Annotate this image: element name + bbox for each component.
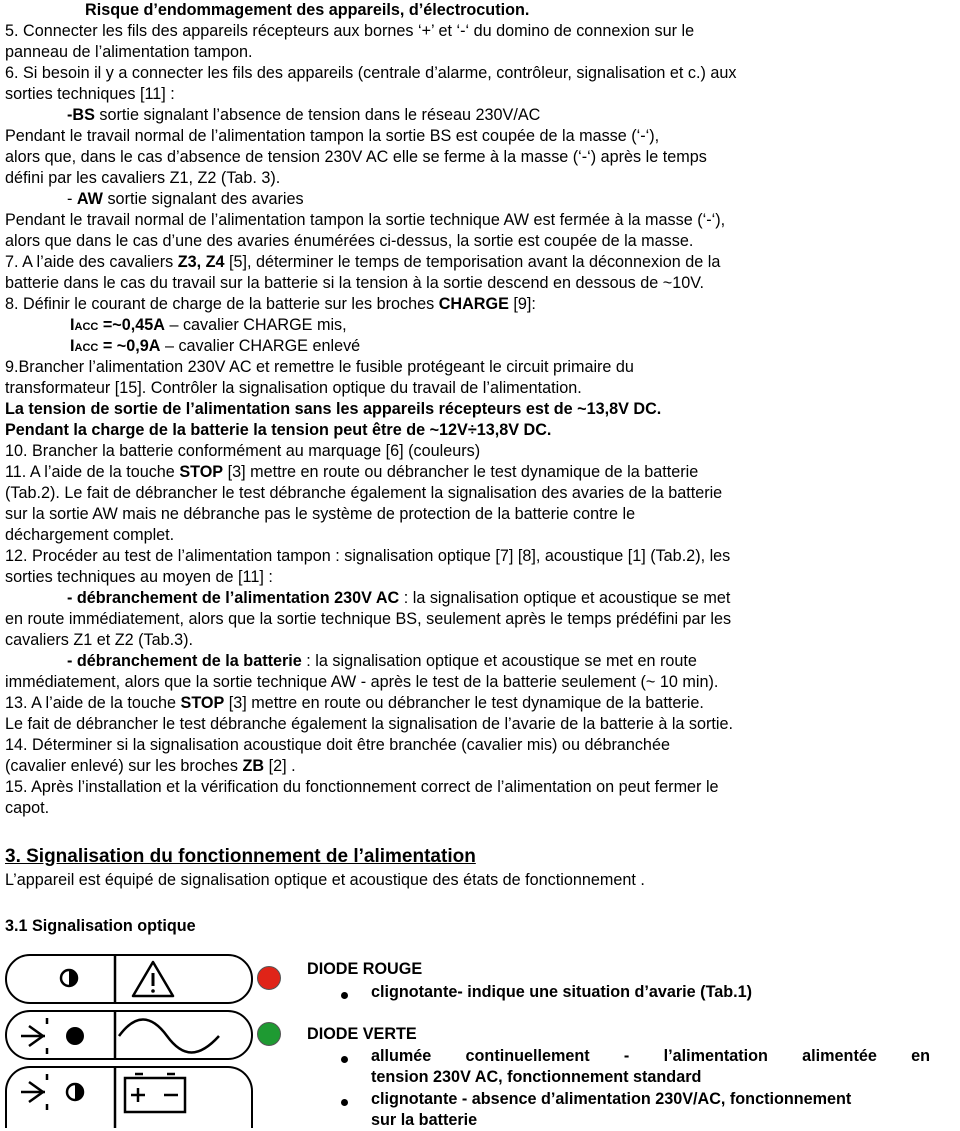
ac-disconnect-line	[67, 588, 730, 609]
iacc-desc-2: – cavalier CHARGE enlevé	[160, 337, 361, 355]
step-11-line-1	[5, 462, 698, 483]
step-7-line-1	[5, 252, 720, 273]
panel-row-fault	[5, 954, 253, 1004]
iacc-line-2	[70, 336, 360, 359]
panel-row-battery	[5, 1066, 253, 1128]
step-14-text-a: (cavalier enlevé) sur les broches	[5, 757, 243, 775]
red-diode-bullet-1: clignotante- indique une situation d’avarie (Tab.1)	[371, 983, 753, 1001]
green-diode-heading: DIODE VERTE	[307, 1025, 417, 1043]
charge-voltage-note: Pendant la charge de la batterie la tension peut être de ~12V÷13,8V DC.	[5, 421, 552, 439]
step-6-line-2: sorties techniques [11] :	[5, 85, 175, 103]
step-8-text-a: 8. Définir le courant de charge de la batterie sur les broches	[5, 295, 439, 313]
ac-disconnect-label: - débranchement de l’alimentation 230V AC	[67, 589, 400, 607]
step-8-charge: CHARGE	[438, 295, 509, 313]
green-diode-bullet-1-line-1: allumée continuellement - l’alimentation alimentée en	[371, 1047, 930, 1065]
bs-para-line-1: Pendant le travail normal de l’alimentation tampon la sortie BS est coupée de la masse (‘-‘),	[5, 127, 660, 145]
step-11-line-3: sur la sortie AW mais ne débranche pas le système de protection de la batterie contre le	[5, 505, 636, 523]
bullet-dot	[341, 1099, 348, 1106]
section-3-intro: L’appareil est équipé de signalisation optique et acoustique des états de fonctionnement .	[5, 871, 645, 889]
bs-output-line	[67, 105, 540, 126]
step-13-text-a: 13. A l’aide de la touche	[5, 694, 181, 712]
step-9-line-1: 9.Brancher l’alimentation 230V AC et remettre le fusible protégeant le circuit primaire du	[5, 358, 634, 376]
step-14-line-2	[5, 756, 296, 777]
half-circle-icon	[67, 1084, 83, 1100]
bs-para-line-3: défini par les cavaliers Z1, Z2 (Tab. 3).	[5, 169, 281, 187]
step-12-line-2: sorties techniques au moyen de [11] :	[5, 568, 273, 586]
aw-label: AW	[76, 190, 103, 208]
aw-para-line-1: Pendant le travail normal de l’alimentation tampon la sortie technique AW est fermée à la masse (‘-‘),	[5, 211, 726, 229]
bs-desc: sortie signalant l’absence de tension dans le réseau 230V/AC	[94, 106, 541, 124]
bullet-dot	[341, 1056, 348, 1063]
iacc-i-1: I	[70, 316, 75, 334]
bs-label: -BS	[67, 106, 95, 124]
arrow-into-box-icon	[21, 1074, 47, 1110]
half-circle-icon	[61, 970, 77, 986]
step-11-text-a: 11. A l’aide de la touche	[5, 463, 180, 481]
ac-disconnect-line-3: cavaliers Z1 et Z2 (Tab.3).	[5, 631, 194, 649]
red-diode-heading: DIODE ROUGE	[307, 960, 423, 978]
iacc-line-1	[70, 315, 347, 338]
green-diode-bullet-2-line-2: sur la batterie	[371, 1111, 478, 1129]
warning-line: Risque d’endommagement des appareils, d’électrocution.	[85, 1, 530, 19]
step-7-line-2: batterie dans le cas du travail sur la batterie si la tension à la sortie descend en dessous de ~10V.	[5, 274, 705, 292]
red-diode-led	[257, 966, 281, 990]
iacc-sub-1: ACC	[74, 321, 99, 333]
output-voltage-note: La tension de sortie de l’alimentation sans les appareils récepteurs est de ~13,8V DC.	[5, 400, 662, 418]
step-10-line: 10. Brancher la batterie conformément au marquage [6] (couleurs)	[5, 442, 481, 460]
step-14-line-1: 14. Déterminer si la signalisation acoustique doit être branchée (cavalier mis) ou débranchée	[5, 736, 670, 754]
step-14-zb: ZB	[242, 757, 265, 775]
battery-icon	[125, 1074, 185, 1112]
step-8-line	[5, 294, 536, 315]
step-5-line-2: panneau de l’alimentation tampon.	[5, 43, 253, 61]
sine-wave-icon	[119, 1020, 219, 1053]
battery-disconnect-line-2: immédiatement, alors que la sortie technique AW - après le test de la batterie seulement (~ 10 min).	[5, 673, 719, 691]
step-13-stop: STOP	[180, 694, 225, 712]
bullet-dot	[341, 992, 348, 999]
battery-disconnect-line	[67, 651, 697, 672]
iacc-i-2: I	[70, 337, 75, 355]
aw-para-line-2: alors que dans le cas d’une des avaries énumérées ci-dessus, la sortie est coupée de la masse.	[5, 232, 694, 250]
step-11-line-2: (Tab.2). Le fait de débrancher le test débranche également la signalisation des avaries de la batterie	[5, 484, 723, 502]
step-5-line-1: 5. Connecter les fils des appareils récepteurs aux bornes ‘+’ et ‘-‘ du domino de connexion sur le	[5, 22, 695, 40]
step-14-text-c: [2] .	[264, 757, 296, 775]
step-8-text-c: [9]:	[508, 295, 536, 313]
iacc-sub-2: ACC	[74, 342, 99, 354]
step-13-text-c: [3] mettre en route ou débrancher le test dynamique de la batterie.	[224, 694, 704, 712]
filled-circle-icon	[66, 1027, 84, 1045]
aw-desc: sortie signalant des avaries	[102, 190, 304, 208]
ac-disconnect-desc: : la signalisation optique et acoustique se met	[399, 589, 731, 607]
step-15-line-2: capot.	[5, 799, 50, 817]
step-13-line-2: Le fait de débrancher le test débranche également la signalisation de l’avarie de la batterie à la sortie.	[5, 715, 733, 733]
step-7-text-a: 7. A l’aide des cavaliers	[5, 253, 178, 271]
green-diode-bullet-2-line-1: clignotante - absence d’alimentation 230V/AC, fonctionnement	[371, 1090, 852, 1108]
ac-disconnect-line-2: en route immédiatement, alors que la sortie technique BS, seulement après le temps prédéfini par les	[5, 610, 732, 628]
green-diode-bullet-1-line-2: tension 230V AC, fonctionnement standard	[371, 1068, 702, 1086]
green-diode-led	[257, 1022, 281, 1046]
battery-disconnect-label: - débranchement de la batterie	[67, 652, 302, 670]
step-9-line-2: transformateur [15]. Contrôler la signalisation optique du travail de l’alimentation.	[5, 379, 582, 397]
step-11-text-c: [3] mettre en route ou débrancher le test dynamique de la batterie	[223, 463, 699, 481]
step-15-line-1: 15. Après l’installation et la vérification du fonctionnement correct de l’alimentation on peut fermer le	[5, 778, 719, 796]
step-11-stop: STOP	[179, 463, 224, 481]
iacc-desc-1: – cavalier CHARGE mis,	[164, 316, 347, 334]
step-12-line-1: 12. Procéder au test de l’alimentation tampon : signalisation optique [7] [8], acoustique [1] (Tab.2), les	[5, 547, 731, 565]
section-3-title: 3. Signalisation du fonctionnement de l’alimentation	[5, 846, 476, 867]
section-3-1-title: 3.1 Signalisation optique	[5, 917, 196, 935]
warning-triangle-icon	[133, 962, 173, 996]
arrow-into-box-icon	[21, 1018, 47, 1054]
step-11-line-4: déchargement complet.	[5, 526, 175, 544]
step-6-line-1: 6. Si besoin il y a connecter les fils des appareils (centrale d’alarme, contrôleur, signalisation et c.) aux	[5, 64, 737, 82]
panel-row-mains	[5, 1010, 253, 1060]
iacc-value-2: = ~0,9A	[98, 337, 161, 355]
battery-disconnect-desc: : la signalisation optique et acoustique se met en route	[301, 652, 697, 670]
aw-output-line	[67, 189, 304, 210]
step-7-text-c: [5], déterminer le temps de temporisation avant la déconnexion de la	[224, 253, 721, 271]
iacc-value-1: =~0,45A	[98, 316, 165, 334]
aw-dash: -	[67, 190, 77, 208]
bs-para-line-2: alors que, dans le cas d’absence de tension 230V AC elle se ferme à la masse (‘-‘) après le temps	[5, 148, 707, 166]
step-13-line-1	[5, 693, 704, 714]
step-7-jumpers: Z3, Z4	[177, 253, 225, 271]
